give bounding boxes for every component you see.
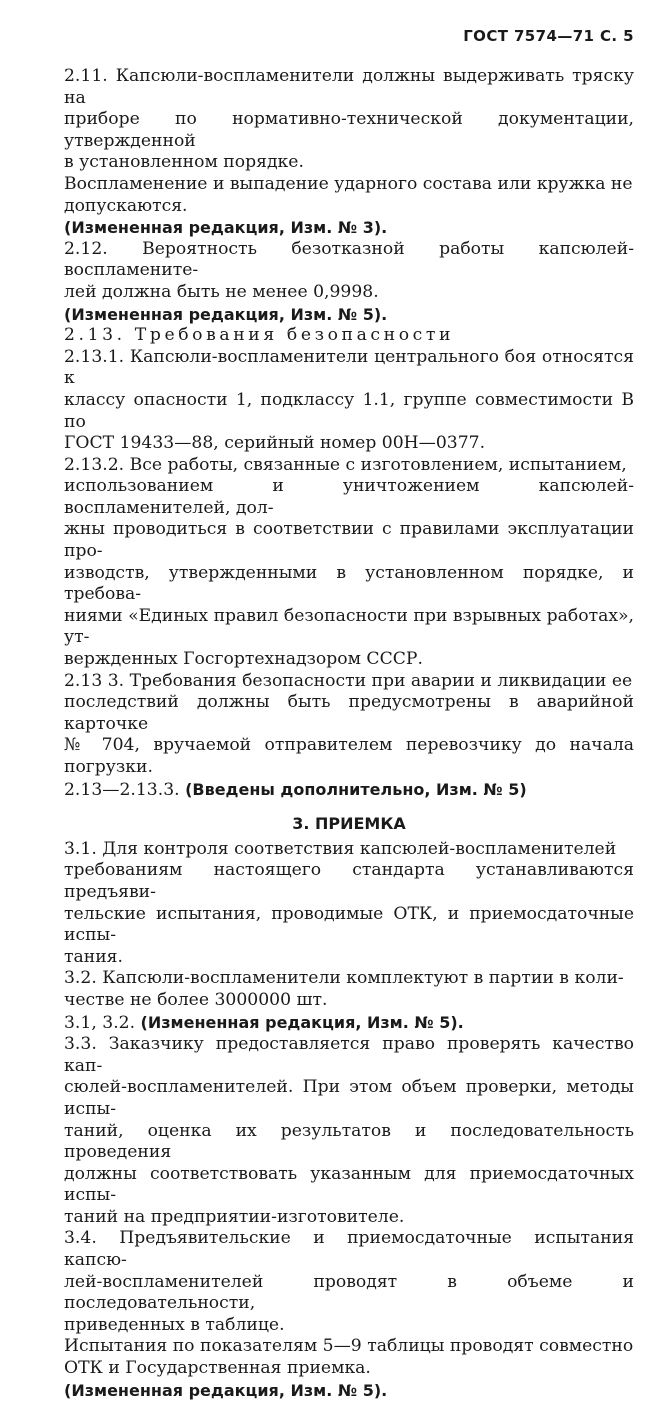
text-line: классу опасности 1, подклассу 1.1, группе совместимости В по [64,389,634,432]
amendment-note: (Измененная редакция, Изм. № 5). [64,1380,388,1400]
text-line: жны проводиться в соответствии с правилами эксплуатации про- [64,519,634,562]
text-line: приведенных в таблице. [64,1314,285,1335]
clause-2-12 [64,239,634,304]
text-line: ОТК и Государственная приемка. [64,1358,371,1379]
text-line: должны соответствовать указанным для приемосдаточных испы- [64,1163,634,1206]
clause-2-13-range [64,779,634,802]
text-line: 2.13.2. Все работы, связанные с изготовлением, испытанием, [64,454,627,475]
clause-3-4 [64,1228,634,1336]
text-line: требованиям настоящего стандарта устанавливаются предъяви- [64,860,634,902]
text-line: 3.3. Заказчику предоставляется право проверять качество кап- [64,1034,634,1076]
text-line: Испытания по показателям 5—9 таблицы проводят совместно [64,1336,634,1357]
text-line: таний на предприятии-изготовителе. [64,1206,405,1227]
text-line: приборе по нормативно-технической документации, утвержденной [64,109,634,151]
clause-3-1 [64,839,634,969]
text-line: 2.11. Капсюли-воспламенители должны выдерживать тряску на [64,66,634,108]
clause-2-13-title: 2.13. Требования безопасности [64,325,455,346]
text-line: тельские испытания, проводимые ОТК, и приемосдаточные испы- [64,903,634,946]
amendment-note: (Измененная редакция, Изм. № 5). [140,1012,464,1032]
text-line: ГОСТ 19433—88, серийный номер 00Н—0377. [64,433,486,454]
text-line: ниями «Единых правил безопасности при взрывных работах», ут- [64,605,634,648]
text-line: изводств, утвержденными в установленном порядке, и требова- [64,562,634,605]
text-line: 3.4. Предъявительские и приемосдаточные испытания капсю- [64,1228,634,1271]
clause-3-1-3-2-note [64,1012,634,1035]
text-line: лей-воспламенителей проводят в объеме и последовательности, [64,1271,634,1314]
text-line: № 704, вручаемой отправителем перевозчику до начала погрузки. [64,735,634,777]
clause-2-11-note [64,174,634,217]
text-line: 2.12. Вероятность безотказной работы капсюлей-воспламените- [64,238,634,281]
text-line: в установленном порядке. [64,152,304,173]
clause-number: 2.13—2.13.3. [64,779,180,800]
text-line: 3.1. Для контроля соответствия капсюлей-воспламенителей [64,838,617,859]
text-line: таний, оценка их результатов и последовательность проведения [64,1120,634,1163]
section-heading: 3. ПРИЕМКА [292,814,406,834]
clause-2-11 [64,66,634,174]
text-line: Воспламенение и выпадение ударного состава или кружка не [64,173,633,194]
text-line: допускаются. [64,195,188,216]
clause-3-2 [64,968,634,1011]
text-line: 3.2. Капсюли-воспламенители комплектуют в партии в коли- [64,968,624,989]
text-line: использованием и уничтожением капсюлей-воспламенителей, дол- [64,476,634,518]
text-line: честве не более 3000000 шт. [64,989,328,1010]
text-line: тания. [64,946,123,967]
amendment-note: (Измененная редакция, Изм. № 3). [64,218,388,238]
clause-2-13-3 [64,671,634,779]
text-line: последствий должны быть предусмотрены в аварийной карточке [64,692,634,734]
clause-2-13-2 [64,455,634,671]
amendment-note: (Измененная редакция, Изм. № 5). [64,304,388,324]
text-line: 2.13 3. Требования безопасности при аварии и ликвидации ее [64,670,633,691]
text-line: вержденных Госгортехнадзором СССР. [64,649,423,670]
document-body [64,66,634,1401]
clause-2-13-1 [64,347,634,455]
text-line: лей должна быть не менее 0,9998. [64,281,379,302]
clause-3-4-note [64,1336,634,1379]
text-line: 2.13.1. Капсюли-воспламенители центрального боя относятся к [64,346,634,389]
clause-number: 3.1, 3.2. [64,1012,136,1033]
clause-3-3 [64,1034,634,1228]
page-header: ГОСТ 7574—71 С. 5 [463,27,634,45]
amendment-note: (Введены дополнительно, Изм. № 5) [185,779,527,799]
text-line: сюлей-воспламенителей. При этом объем проверки, методы испы- [64,1077,634,1119]
